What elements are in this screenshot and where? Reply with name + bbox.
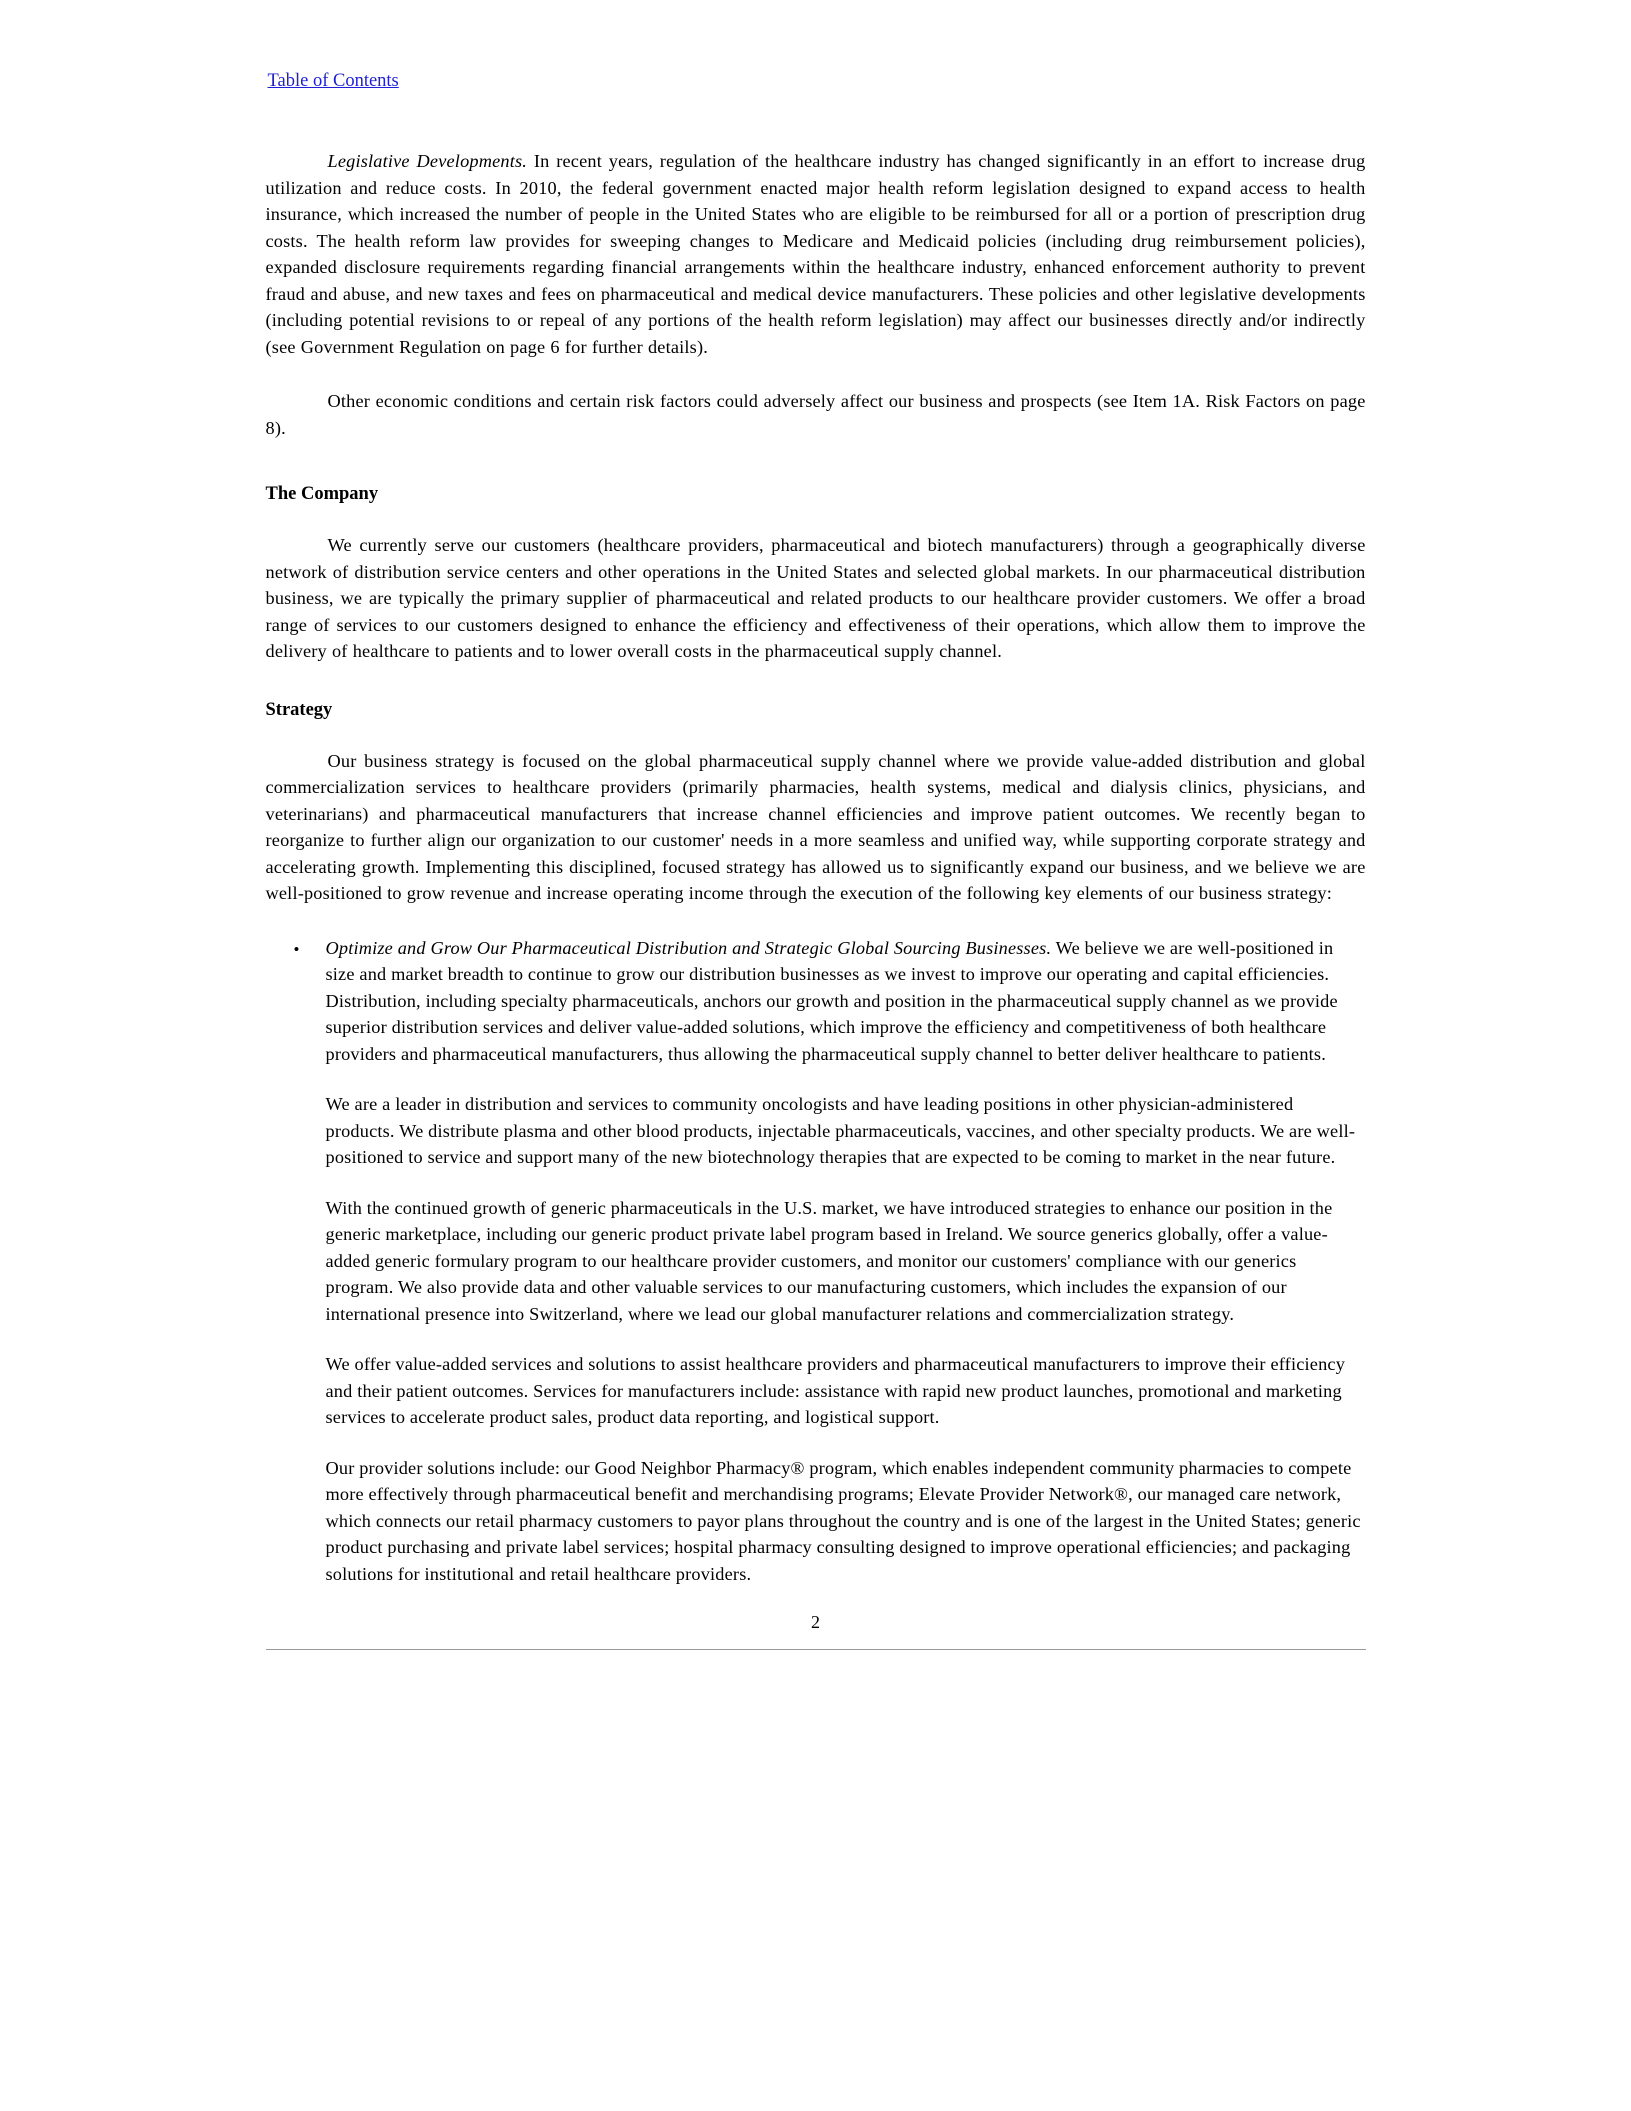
page-number: 2 bbox=[811, 1612, 820, 1633]
paragraph-strategy-overview: Our business strategy is focused on the global pharmaceutical supply channel where we provide value-added distribution and global commercialization services to healthcare providers (primarily pharmacies, health systems, medical and dialysis clinics, physicians, and veterinarians) and pharmaceutical manufacturers that increase channel efficiencies and improve patient outcomes. We recently began to reorganize to further align our organization to our customer' needs in a more seamless and unified way, while supporting corporate strategy and accelerating growth. Implementing this disciplined, focused strategy has allowed us to significantly expand our business, and we believe we are well-positioned to grow revenue and increase operating income through the execution of the following key elements of our business strategy: bbox=[265, 750, 1366, 904]
bullet-lead-body: We believe we are well-positioned in size and market breadth to continue to grow our distribution businesses as we invest to improve our operating and capital efficiencies. Distribution, including specialty pharmaceuticals, anchors our growth and position in the pharmaceutical supply channel as we provide superior distribution services and deliver value-added solutions, which improve the efficiency and competitiveness of both healthcare providers and pharmaceutical manufacturers, thus allowing the pharmaceutical supply channel to better deliver healthcare to patients. bbox=[325, 937, 1338, 1064]
bullet-sub-paragraph-4: Our provider solutions include: our Good Neighbor Pharmacy® program, which enables independent community pharmacies to compete more effectively through pharmaceutical benefit and merchandising programs; Elevate Provider Network®, our managed care network, which connects our retail pharmacy customers to payor plans throughout the country and is one of the largest in the United States; generic product purchasing and private label services; hospital pharmacy consulting designed to improve operational efficiencies; and packaging solutions for institutional and retail healthcare providers. bbox=[325, 1457, 1361, 1584]
page-content bbox=[266, 70, 1366, 1587]
legislative-developments-lead: Legislative Developments. bbox=[327, 151, 528, 172]
bullet-marker-icon: • bbox=[293, 939, 300, 959]
bullet-sub-paragraph-1: We are a leader in distribution and services to community oncologists and have leading positions in other physician-administered products. We distribute plasma and other blood products, injectable pharmaceuticals, vaccines, and other specialty products. We are well-positioned to service and support many of the new biotechnology therapies that are expected to be coming to market in the near future. bbox=[325, 1094, 1356, 1168]
bullet-lead-paragraph bbox=[326, 935, 1366, 1068]
paragraph-company-overview: We currently serve our customers (healthcare providers, pharmaceutical and biotech manufacturers) through a geographically diverse network of distribution service centers and other operations in the United States and selected global markets. In our pharmaceutical distribution business, we are typically the primary supplier of pharmaceutical and related products to our healthcare provider customers. We offer a broad range of services to our customers designed to enhance the efficiency and effectiveness of their operations, which allow them to improve the delivery of healthcare to patients and to lower overall costs in the pharmaceutical supply channel. bbox=[265, 535, 1366, 662]
heading-the-company: The Company bbox=[265, 484, 379, 505]
bullet-sub-paragraph-2: With the continued growth of generic pharmaceuticals in the U.S. market, we have introduced strategies to enhance our position in the generic marketplace, including our generic product private label program based in Ireland. We source generics globally, offer a value-added generic formulary program to our healthcare provider customers, and monitor our customers' compliance with our generics program. We also provide data and other valuable services to our manufacturing customers, which includes the expansion of our international presence into Switzerland, where we lead our global manufacturer relations and commercialization strategy. bbox=[325, 1197, 1333, 1324]
table-of-contents-link[interactable]: Table of Contents bbox=[267, 71, 399, 91]
footer-divider bbox=[266, 1649, 1366, 1650]
table-of-contents-row bbox=[266, 70, 1366, 92]
legislative-developments-body: In recent years, regulation of the healthcare industry has changed significantly in an effort to increase drug utilization and reduce costs. In 2010, the federal government enacted major health reform legislation designed to expand access to health insurance, which increased the number of people in the United States who are eligible to be reimbursed for all or a portion of prescription drug costs. The health reform law provides for sweeping changes to Medicare and Medicaid policies (including drug reimbursement policies), expanded disclosure requirements regarding financial arrangements within the healthcare industry, enhanced enforcement authority to prevent fraud and abuse, and new taxes and fees on pharmaceutical and medical device manufacturers. These policies and other legislative developments (including potential revisions to or repeal of any portions of the health reform legislation) may affect our businesses directly and/or indirectly (see Government Regulation on page 6 for further details). bbox=[265, 151, 1366, 357]
heading-strategy: Strategy bbox=[265, 699, 333, 720]
strategy-bullet-list bbox=[266, 935, 1366, 1588]
bullet-lead-italic: Optimize and Grow Our Pharmaceutical Distribution and Strategic Global Sourcing Businesses. bbox=[325, 937, 1052, 958]
paragraph-other-economic-conditions: Other economic conditions and certain risk factors could adversely affect our business and prospects (see Item 1A. Risk Factors on page 8). bbox=[265, 391, 1366, 438]
page-footer bbox=[266, 1611, 1366, 1649]
bullet-sub-paragraph-3: We offer value-added services and solutions to assist healthcare providers and pharmaceutical manufacturers to improve their efficiency and their patient outcomes. Services for manufacturers include: assistance with rapid new product launches, promotional and marketing services to accelerate product sales, product data reporting, and logistical support. bbox=[325, 1354, 1346, 1428]
list-item bbox=[266, 935, 1366, 1588]
paragraph-legislative-developments bbox=[266, 148, 1366, 360]
